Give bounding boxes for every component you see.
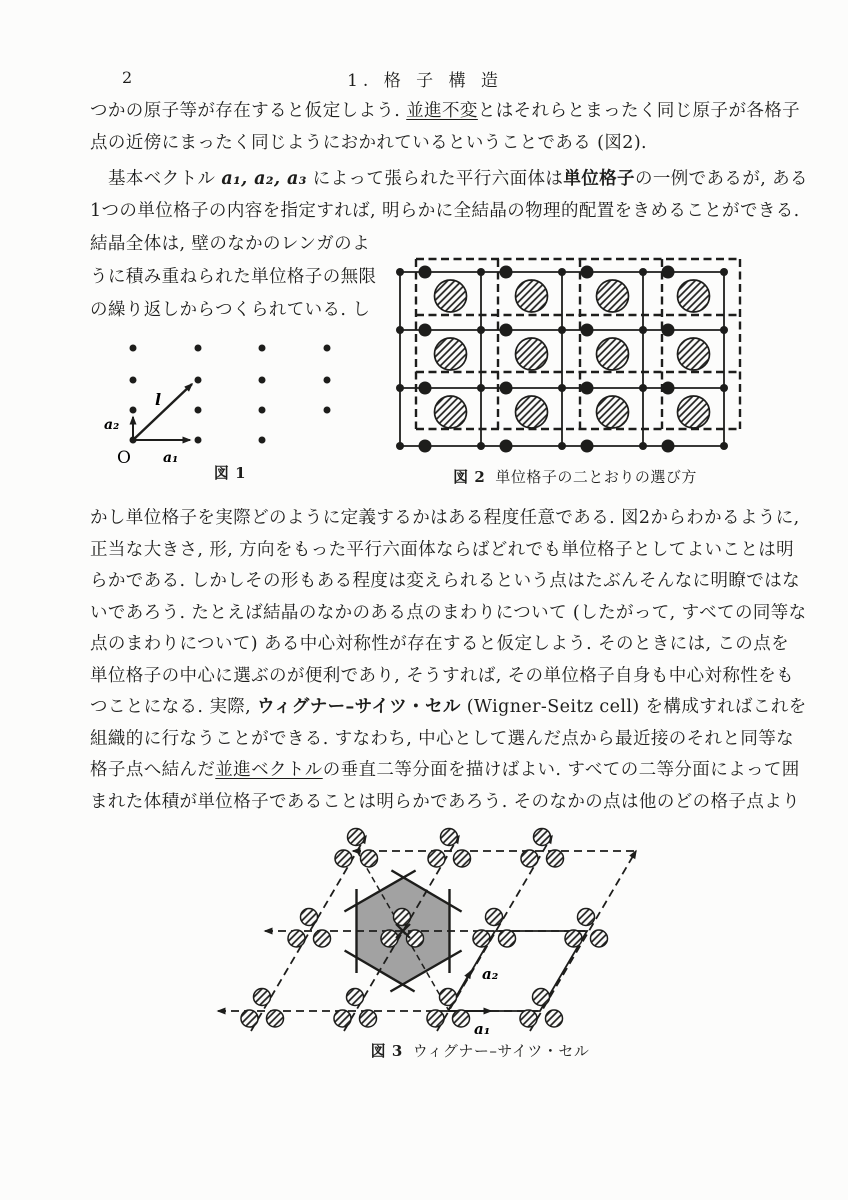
lattice-dot	[130, 407, 137, 414]
hatched-atom	[565, 930, 582, 947]
text-run: とはそれらとまったく同じ原子が各格子	[477, 101, 801, 121]
basis-atom-dot	[419, 382, 432, 395]
basis-atom-dot	[662, 266, 675, 279]
hatched-atom	[347, 989, 364, 1006]
corner-dot	[558, 442, 566, 450]
lattice-dot	[195, 345, 202, 352]
bold-term: ウィグナー–サイツ・セル	[257, 697, 461, 717]
corner-dot	[558, 326, 566, 334]
text-line: らかである. しかしその形もある程度は変えられるという点はたぶんそんなに明瞭ではな	[90, 571, 801, 591]
underlined-term: 並進ベクトル	[215, 760, 323, 780]
text-line: 点のまわりについて) ある中心対称性が存在すると仮定しよう. そのときには, この点を	[90, 634, 789, 654]
hatched-atom	[486, 909, 503, 926]
corner-dot	[477, 326, 485, 334]
text-run: によって張られた平行六面体は	[306, 169, 564, 189]
basis-atom-dot	[500, 324, 513, 337]
figure3-caption	[195, 1040, 765, 1061]
hatched-atom	[381, 930, 398, 947]
a1-label: a₁	[163, 450, 179, 466]
lattice-dot	[324, 407, 331, 414]
corner-dot	[639, 384, 647, 392]
hatched-atom	[360, 1010, 377, 1027]
lattice-dot	[259, 407, 266, 414]
hatched-atom	[301, 909, 318, 926]
hatched-atom	[427, 1010, 444, 1027]
hatched-atom	[597, 280, 629, 312]
paragraph-4	[90, 503, 807, 818]
hatched-atom	[547, 850, 564, 867]
paragraph-2	[90, 164, 808, 227]
lattice-dot	[324, 345, 331, 352]
figure3-caption-text: ウィグナー–サイツ・セル	[412, 1042, 590, 1060]
corner-dot	[396, 384, 404, 392]
hatched-atom	[334, 1010, 351, 1027]
text-run: 格子点へ結んだ	[90, 760, 216, 780]
hatched-atom	[516, 396, 548, 428]
text-line: の繰り返しからつくられている. し	[90, 300, 371, 320]
origin-label: O	[117, 448, 131, 468]
lattice-dot	[259, 345, 266, 352]
text-run: つことになる. 実際,	[90, 697, 258, 717]
hatched-atom	[453, 1010, 470, 1027]
hatched-atom	[435, 280, 467, 312]
corner-dot	[477, 384, 485, 392]
hatched-atom	[534, 829, 551, 846]
figure2-caption	[390, 466, 760, 487]
figure3-caption-label: 図 3	[370, 1042, 403, 1060]
paragraph-3-left-column	[90, 228, 430, 327]
text-line: 単位格子の中心に選ぶのが便利であり, そうすれば, その単位格子自身も中心対称性をも	[90, 665, 795, 686]
text-line: 1つの単位格子の内容を指定すれば, 明らかに全結晶の物理的配置をきめることができる.	[90, 200, 800, 221]
basis-atom-dot	[581, 382, 594, 395]
corner-dot	[639, 268, 647, 276]
hatched-atom	[520, 1010, 537, 1027]
text-line: かし単位格子を実際どのように定義するかはある程度任意である. 図2からわかるように,	[90, 508, 800, 528]
hatched-atoms	[435, 280, 710, 428]
text-line	[90, 96, 801, 128]
corner-dot	[720, 268, 728, 276]
lattice-dot	[130, 377, 137, 384]
text-line: 正当な大きさ, 形, 方向をもった平行六面体ならばどれでも単位格子としてよいことは明	[90, 539, 795, 560]
basis-atom-dot	[662, 324, 675, 337]
vector-symbols: a₁, a₂, a₃	[221, 169, 307, 189]
figure3-wigner-seitz-diagram	[195, 826, 765, 1040]
corner-dot	[558, 384, 566, 392]
hatched-atom	[428, 850, 445, 867]
hatched-atom	[361, 850, 378, 867]
hatched-atom	[241, 1010, 258, 1027]
hatched-atom	[499, 930, 516, 947]
figure2-caption-label: 図 2	[453, 468, 486, 486]
text-line: うに積み重ねられた単位格子の無限	[90, 267, 377, 287]
hatched-atom	[546, 1010, 563, 1027]
basis-atom-dot	[581, 324, 594, 337]
page-number: 2	[122, 68, 133, 87]
vector-l-arrow	[133, 384, 192, 440]
lattice-dot	[130, 345, 137, 352]
corner-dot	[720, 442, 728, 450]
hatched-atom	[678, 280, 710, 312]
text-line: 結晶全体は, 壁のなかのレンガのよ	[90, 234, 370, 254]
basis-atom-dot	[500, 382, 513, 395]
basis-atom-dot	[662, 440, 675, 453]
lattice-dot	[195, 437, 202, 444]
text-run: 基本ベクトル	[108, 169, 222, 189]
corner-dot	[558, 268, 566, 276]
text-line	[90, 692, 807, 724]
hatched-atom	[441, 829, 458, 846]
basis-atom-dot	[581, 440, 594, 453]
hatched-atom	[314, 930, 331, 947]
corner-dot	[477, 268, 485, 276]
basis-atom-dot	[500, 266, 513, 279]
basis-atom-dot	[419, 440, 432, 453]
hatched-atom	[597, 338, 629, 370]
lattice-dot	[195, 377, 202, 384]
hatched-atom	[348, 829, 365, 846]
text-run: つかの原子等が存在すると仮定しよう.	[90, 101, 407, 121]
text-line: まれた体積が単位格子であることは明らかであろう. そのなかの点は他のどの格子点より	[90, 791, 801, 812]
hatched-atom	[267, 1010, 284, 1027]
text-run: (Wigner-Seitz cell) を構成すればこれを	[460, 697, 807, 717]
a2-label: a₂	[104, 417, 120, 433]
corner-dot	[396, 442, 404, 450]
hatched-atom	[678, 338, 710, 370]
hatched-atom	[591, 930, 608, 947]
figure1-lattice-diagram	[95, 330, 365, 480]
basis-atom-dot	[662, 382, 675, 395]
lattice-dot	[259, 377, 266, 384]
corner-dot	[639, 442, 647, 450]
corner-dot	[396, 268, 404, 276]
hatched-atom	[516, 280, 548, 312]
chapter-header: 1. 格 子 構 造	[347, 71, 503, 91]
corner-dot	[720, 384, 728, 392]
basis-atom-dot	[500, 440, 513, 453]
hatched-atom	[597, 396, 629, 428]
hatched-atom	[521, 850, 538, 867]
corner-dot	[720, 326, 728, 334]
text-line	[90, 164, 808, 196]
lattice-dot	[324, 377, 331, 384]
basis-atom-dot	[419, 324, 432, 337]
corner-dot	[477, 442, 485, 450]
hatched-atom	[435, 396, 467, 428]
hatched-atom	[578, 909, 595, 926]
hatched-atom	[440, 989, 457, 1006]
hatched-atom	[454, 850, 471, 867]
text-line: 点の近傍にまったく同じようにおかれているということである (図2).	[90, 132, 648, 153]
figure2-unit-cell-diagram	[390, 250, 760, 462]
basis-atom-dot	[419, 266, 432, 279]
lattice-dot	[259, 437, 266, 444]
corner-dot	[639, 326, 647, 334]
hatched-atom	[254, 989, 271, 1006]
corner-dot	[396, 326, 404, 334]
figure2-caption-text: 単位格子の二とおりの選び方	[495, 468, 697, 486]
hatched-atom	[516, 338, 548, 370]
hatched-atom	[473, 930, 490, 947]
hatched-atom	[335, 850, 352, 867]
text-line	[90, 755, 800, 787]
hatched-atom	[678, 396, 710, 428]
lattice-dot	[195, 407, 202, 414]
hatched-atom	[533, 989, 550, 1006]
hatched-atom	[435, 338, 467, 370]
underlined-term: 並進不変	[406, 101, 478, 121]
hatched-atom	[394, 909, 411, 926]
paragraph-1	[90, 96, 801, 159]
a2-label: a₂	[482, 965, 499, 983]
text-run: の一例であるが, ある	[634, 169, 808, 189]
bold-term: 単位格子	[563, 169, 635, 189]
text-line: 組織的に行なうことができる. すなわち, 中心として選んだ点から最近接のそれと同等な	[90, 728, 795, 749]
hatched-atom	[288, 930, 305, 947]
l-label: l	[155, 390, 162, 409]
a1-label: a₁	[474, 1020, 491, 1038]
figure1-caption: 図 1	[213, 464, 247, 482]
basis-atom-dot	[581, 266, 594, 279]
text-run: の垂直二等分面を描けばよい. すべての二等分面によって囲	[322, 760, 800, 780]
text-line: いであろう. たとえば結晶のなかのある点のまわりについて (したがって, すべての同等な	[90, 602, 807, 623]
